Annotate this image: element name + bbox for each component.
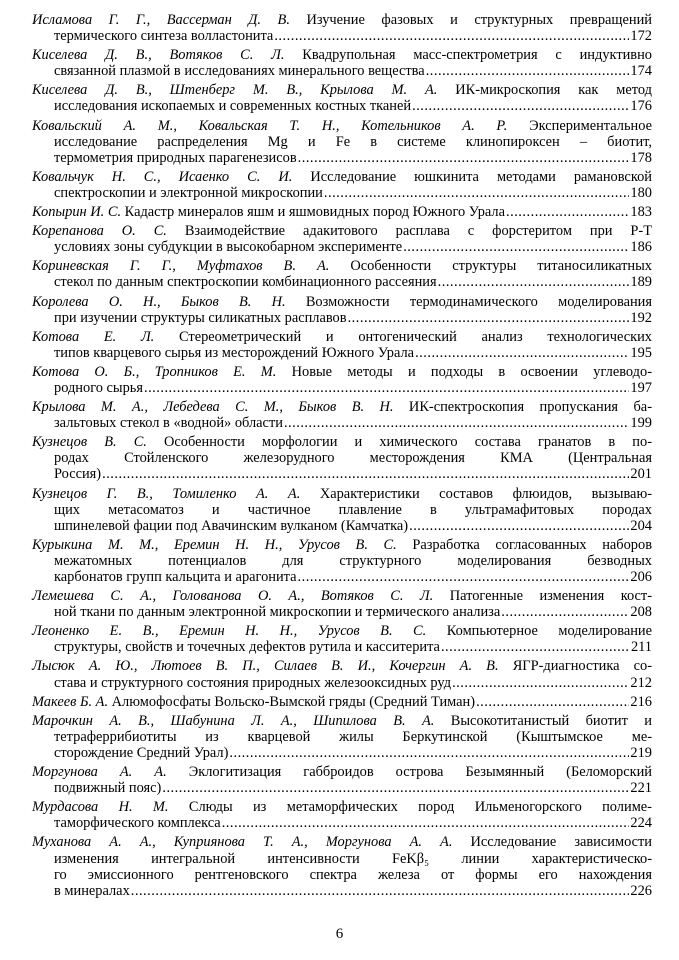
dot-leader [403, 239, 629, 255]
toc-entry-text [32, 623, 652, 639]
toc-entry-page: 208 [630, 604, 652, 621]
toc-entry [32, 204, 652, 220]
dot-leader [274, 28, 629, 44]
toc-entry-title: Высокотитанистый биотит и [434, 712, 652, 729]
toc-entry-title: термометрия природных парагенезисов [54, 149, 297, 166]
toc-entry-line [32, 694, 652, 710]
toc-entry-title: термического синтеза волластонита [54, 28, 274, 45]
toc-entry-line [32, 867, 652, 883]
toc-entry-title: Компьютерное моделирование [426, 623, 652, 640]
toc-entry-line [32, 658, 652, 674]
toc-entry-text [54, 780, 161, 796]
toc-entry-title: Патогенные изменения кост- [433, 588, 653, 605]
toc-entry-authors: Курыкина М. М., Еремин Н. Н., Урусов В. С. [32, 536, 397, 553]
toc-entry-title: Эклогитизация габброидов острова Безымянный (Беломорский [166, 764, 653, 781]
toc-entry-authors: Котова Е. Л. [32, 328, 155, 345]
toc-entry-line [32, 834, 652, 850]
toc-entry-line [32, 204, 652, 220]
toc-entry-page: 201 [630, 466, 652, 483]
toc-entry-title: Изучение фазовых и структурных превращений [289, 12, 652, 28]
dot-leader [222, 815, 630, 831]
toc-entry-line [32, 537, 652, 553]
toc-entry-line [32, 223, 652, 239]
toc-entry-authors: Марочкин А. В., Шабунина Л. А., Шипилова В. А. [32, 712, 435, 729]
toc-entry-title: Алюмофосфаты Вольско-Вымской гряды (Средний Тиман) [108, 693, 476, 710]
dot-leader [501, 604, 629, 620]
toc-entry-authors: Леоненко Е. В., Еремин Н. Н., Урусов В. С. [32, 623, 427, 640]
toc-entry-line [32, 239, 652, 255]
toc-entry-text [54, 310, 347, 326]
toc-entry-line [32, 851, 652, 867]
toc-entry-title: ЯГР-диагностика со- [498, 658, 652, 675]
dot-leader [298, 150, 630, 166]
toc-entry-text [54, 851, 652, 867]
toc-entry-text [54, 274, 437, 290]
toc-entry-authors: Ковальский А. М., Ковальская Т. Н., Котельников А. Р. [32, 117, 508, 134]
page-number: 6 [335, 926, 344, 942]
toc-entry-line [32, 450, 652, 466]
toc-entry-title: Слюды из метаморфических пород Ильменогорского полиме- [168, 799, 652, 816]
toc-entry-text [54, 63, 425, 79]
toc-entry-text [54, 450, 652, 466]
toc-entry-page: 211 [630, 639, 652, 656]
dot-leader [441, 639, 630, 655]
toc-entry-line [32, 639, 652, 655]
toc-entry-line [32, 518, 652, 534]
dot-leader [409, 518, 629, 534]
toc-entry-line [32, 434, 652, 450]
toc-entry-page: 221 [630, 780, 652, 797]
toc-entry-line [32, 274, 652, 290]
toc-entry-authors: Копырин И. С. [32, 204, 122, 221]
toc-entry-page: 195 [630, 344, 652, 361]
toc-entry-title: родах Стойленского железорудного месторождения КМА (Центральная [54, 450, 652, 467]
toc-entry-text [54, 28, 273, 44]
table-of-contents [32, 12, 652, 902]
toc-entry-text [32, 486, 652, 502]
toc-entry-page: 224 [630, 815, 652, 832]
toc-entry-line [32, 780, 652, 796]
toc-entry-authors: Королева О. Н., Быков В. Н. [32, 293, 286, 310]
toc-entry-authors: Моргунова А. А. [32, 764, 167, 781]
toc-entry-line [32, 675, 652, 691]
toc-entry-text [32, 294, 652, 310]
toc-entry-text [32, 537, 652, 553]
toc-entry-text [54, 883, 130, 899]
toc-entry-text [54, 134, 652, 150]
toc-entry [32, 623, 652, 655]
toc-entry [32, 399, 652, 431]
toc-entry-line [32, 98, 652, 114]
toc-entry-line [32, 364, 652, 380]
toc-entry-text [54, 745, 228, 761]
toc-entry-line [32, 764, 652, 780]
toc-entry-text [32, 588, 652, 604]
toc-entry-line [32, 258, 652, 274]
toc-entry-text [54, 639, 440, 655]
toc-entry-text [32, 329, 652, 345]
toc-entry-page: 212 [630, 674, 652, 691]
toc-entry-title: структуры, свойств и точечных дефектов рутила и касситерита [54, 639, 440, 656]
toc-entry-line [32, 63, 652, 79]
toc-entry-page: 192 [630, 309, 652, 326]
toc-entry-title: сторождение Средний Урал) [54, 744, 229, 761]
toc-entry-authors: Котова О. Б., Тропников Е. М. [32, 363, 277, 380]
toc-entry-authors: Кориневская Г. Г., Муфтахов В. А. [32, 258, 330, 275]
toc-entry-title: межатомных потенциалов для структурного моделирования безводных [54, 552, 652, 569]
toc-entry-line [32, 415, 652, 431]
toc-entry-line [32, 47, 652, 63]
toc-entry-line [32, 588, 652, 604]
toc-entry [32, 364, 652, 396]
toc-entry [32, 486, 652, 534]
toc-entry-authors: Крылова М. А., Лебедева С. М., Быков В. Н. [32, 399, 394, 416]
toc-entry-title: щих метасоматоз и частичное плавление в ультрамафитовых породах [54, 501, 652, 518]
toc-entry-line [32, 345, 652, 361]
toc-entry-page: 204 [630, 517, 652, 534]
toc-entry-title: Взаимодействие адакитового расплава с форстеритом при P-T [166, 223, 652, 240]
toc-entry-line [32, 815, 652, 831]
toc-entry-text [32, 694, 475, 710]
toc-entry [32, 713, 652, 761]
toc-entry-title: Стереометрический и онтогенический анализ технологических [154, 328, 653, 345]
toc-entry-title: родного сырья [54, 379, 143, 396]
toc-entry-text [54, 150, 297, 166]
toc-entry-text [54, 98, 411, 114]
toc-entry [32, 537, 652, 585]
toc-entry-line [32, 134, 652, 150]
toc-entry-page: 197 [630, 379, 652, 396]
dot-leader [415, 345, 629, 361]
toc-entry-line [32, 729, 652, 745]
toc-entry-title: в минералах [54, 882, 130, 899]
toc-entry-title: Особенности морфологии и химического состава гранатов в по- [146, 434, 652, 451]
toc-entry-line [32, 185, 652, 201]
toc-entry-page: 176 [630, 98, 652, 115]
toc-entry-title: ной ткани по данным электронной микроскопии и термического анализа [54, 604, 501, 621]
dot-leader [506, 204, 629, 220]
toc-entry-authors: Киселева Д. В., Вотяков С. Л. [32, 47, 285, 64]
dot-leader [131, 883, 630, 899]
toc-entry-title: тетраферрибиотиты из кварцевой жилы Беркутинской (Кыштымское ме- [54, 728, 652, 745]
toc-entry-line [32, 883, 652, 899]
dot-leader [476, 694, 629, 710]
toc-entry-title: Особенности структуры титаносиликатных [329, 258, 652, 275]
toc-entry-line [32, 399, 652, 415]
toc-entry-title: таморфического комплекса [54, 815, 221, 832]
toc-entry-authors: Макеев Б. А. [32, 693, 109, 710]
toc-entry-authors: Корепанова О. С. [32, 223, 167, 240]
dot-leader [229, 745, 629, 761]
toc-entry [32, 658, 652, 690]
toc-entry [32, 223, 652, 255]
toc-entry-page: 189 [630, 274, 652, 291]
toc-entry-title: Кадастр минералов яшм и яшмовидных пород Южного Урала [121, 204, 506, 221]
toc-entry-page: 183 [630, 204, 652, 221]
toc-entry [32, 258, 652, 290]
dot-leader [298, 569, 630, 585]
toc-entry-title: ИК-микроскопия как метод [437, 82, 652, 99]
toc-entry-text [54, 185, 323, 201]
toc-entry-line [32, 745, 652, 761]
toc-entry-text [32, 204, 505, 220]
toc-entry-text [32, 12, 652, 28]
dot-leader [438, 274, 630, 290]
toc-entry-line [32, 82, 652, 98]
toc-entry [32, 329, 652, 361]
toc-entry-title: зальтовых стекол в «водной» области [54, 415, 283, 432]
dot-leader [426, 63, 630, 79]
toc-entry-title: спектроскопии и электронной микроскопии [54, 184, 323, 201]
toc-entry-line [32, 118, 652, 134]
toc-entry [32, 834, 652, 898]
toc-entry-text [32, 834, 652, 850]
toc-entry-title: Экспериментальное [507, 117, 652, 134]
toc-entry-title: Характеристики составов флюидов, вызываю- [300, 485, 652, 502]
toc-entry-authors: Мурдасова Н. М. [32, 799, 169, 816]
toc-entry-text [32, 364, 652, 380]
toc-entry-line [32, 623, 652, 639]
toc-entry-text [54, 518, 408, 534]
toc-entry-text [54, 553, 652, 569]
toc-entry [32, 118, 652, 166]
toc-entry-line [32, 604, 652, 620]
toc-entry-line [32, 553, 652, 569]
toc-entry-authors: Ковальчук Н. С., Исаенко С. И. [32, 168, 293, 185]
toc-entry-text [32, 82, 652, 98]
toc-entry-page: 216 [630, 693, 652, 710]
toc-entry [32, 799, 652, 831]
toc-entry-page: 174 [630, 63, 652, 80]
toc-entry-title: става и структурного состояния природных железооксидных руд [54, 674, 452, 691]
toc-entry-line [32, 569, 652, 585]
toc-entry-authors: Муханова А. А., Куприянова Т. А., Моргунова А. А. [32, 834, 453, 851]
toc-entry-title: Квадрупольная масс-спектрометрия с индуктивно [284, 47, 653, 64]
toc-entry-line [32, 150, 652, 166]
toc-entry-title: Исследование юшкинита методами рамановской [292, 168, 652, 185]
toc-entry-title: исследования ископаемых и современных костных тканей [54, 98, 412, 115]
toc-entry-text [32, 658, 652, 674]
toc-entry-line [32, 294, 652, 310]
toc-entry-text [32, 434, 652, 450]
toc-entry-text [54, 380, 143, 396]
dot-leader [412, 98, 629, 114]
dot-leader [452, 675, 629, 691]
toc-entry-line [32, 466, 652, 482]
toc-entry-text [32, 118, 652, 134]
toc-entry [32, 294, 652, 326]
toc-entry-page: 172 [630, 28, 652, 45]
toc-entry-line [32, 486, 652, 502]
toc-entry-text [32, 223, 652, 239]
toc-entry-title: типов кварцевого сырья из месторождений Южного Урала [54, 344, 415, 361]
toc-entry [32, 82, 652, 114]
toc-entry-text [32, 399, 652, 415]
toc-entry-title: Новые методы и подходы в освоении углеводо- [276, 363, 652, 380]
toc-entry-authors: Исламова Г. Г., Вассерман Д. В. [32, 12, 290, 28]
toc-entry-line [32, 502, 652, 518]
toc-entry-title: подвижный пояс) [54, 780, 162, 797]
toc-entry-page: 178 [630, 149, 652, 166]
toc-entry [32, 588, 652, 620]
toc-entry-text [54, 569, 297, 585]
toc-entry [32, 169, 652, 201]
toc-entry-line [32, 329, 652, 345]
toc-entry-text [32, 799, 652, 815]
toc-entry-title: изменения интегральной интенсивности FeKβ₅ линии характеристическо- [54, 850, 652, 867]
toc-entry-authors: Кузнецов Г. В., Томиленко А. А. [32, 485, 301, 502]
toc-entry-page: 226 [630, 882, 652, 899]
toc-entry-text [54, 867, 652, 883]
dot-leader [284, 415, 629, 431]
toc-entry-line [32, 713, 652, 729]
toc-entry-page: 180 [630, 184, 652, 201]
dot-leader [324, 185, 630, 201]
toc-entry-text [54, 729, 652, 745]
toc-entry-text [54, 415, 283, 431]
toc-entry-page: 219 [630, 744, 652, 761]
toc-entry-text [32, 713, 652, 729]
toc-entry-text [54, 466, 101, 482]
toc-entry-title: Россия) [54, 466, 102, 483]
toc-entry [32, 12, 652, 44]
toc-entry-title: Возможности термодинамического моделирования [285, 293, 652, 310]
toc-entry-text [54, 604, 500, 620]
toc-entry-text [54, 502, 652, 518]
toc-entry [32, 47, 652, 79]
toc-entry-text [32, 258, 652, 274]
toc-entry-title: Разработка согласованных наборов [396, 536, 652, 553]
toc-entry-text [32, 47, 652, 63]
toc-entry-title: ИК-спектроскопия пропускания ба- [393, 399, 652, 416]
toc-entry-text [54, 345, 414, 361]
toc-entry-authors: Киселева Д. В., Штенберг М. В., Крылова М. А. [32, 82, 438, 99]
toc-entry-text [54, 675, 451, 691]
toc-entry-authors: Кузнецов В. С. [32, 434, 147, 451]
toc-entry [32, 434, 652, 482]
toc-entry [32, 764, 652, 796]
toc-entry-title: условиях зоны субдукции в высокобарном эксперименте [54, 239, 403, 256]
toc-entry [32, 694, 652, 710]
toc-entry-page: 186 [630, 239, 652, 256]
toc-entry-line [32, 380, 652, 396]
toc-entry-line [32, 28, 652, 44]
dot-leader [144, 380, 629, 396]
toc-entry-page: 199 [630, 415, 652, 432]
toc-entry-text [32, 764, 652, 780]
toc-entry-text [32, 169, 652, 185]
toc-entry-title: исследование распределения Mg и Fe в системе клинопироксен – биотит, [54, 133, 652, 150]
toc-entry-line [32, 310, 652, 326]
toc-entry-text [54, 239, 402, 255]
toc-entry-text [54, 815, 221, 831]
toc-entry-authors: Лемешева С. А., Голованова О. А., Вотяков С. Л. [32, 588, 434, 605]
toc-entry-page: 206 [630, 569, 652, 585]
dot-leader [348, 310, 630, 326]
dot-leader [102, 466, 629, 482]
toc-entry-line [32, 169, 652, 185]
dot-leader [162, 780, 629, 796]
toc-entry-title: карбонатов групп кальцита и арагонита [54, 569, 297, 585]
toc-entry-authors: Лысюк А. Ю., Лютоев В. П., Силаев В. И., Кочергин А. В. [32, 658, 499, 675]
toc-entry-title: го эмиссионного рентгеновского спектра железа от формы его нахождения [54, 866, 652, 883]
toc-entry-title: шпинелевой фации под Авачинским вулканом (Камчатка) [54, 517, 409, 534]
toc-entry-title: при изучении структуры силикатных расплавов [54, 309, 347, 326]
toc-entry-title: стекол по данным спектроскопии комбинационного рассеяния [54, 274, 437, 291]
toc-entry-title: Исследование зависимости [452, 834, 653, 851]
toc-entry-title: связанной плазмой в исследованиях минерального вещества [54, 63, 425, 80]
toc-entry-line [32, 799, 652, 815]
toc-entry-line [32, 12, 652, 28]
